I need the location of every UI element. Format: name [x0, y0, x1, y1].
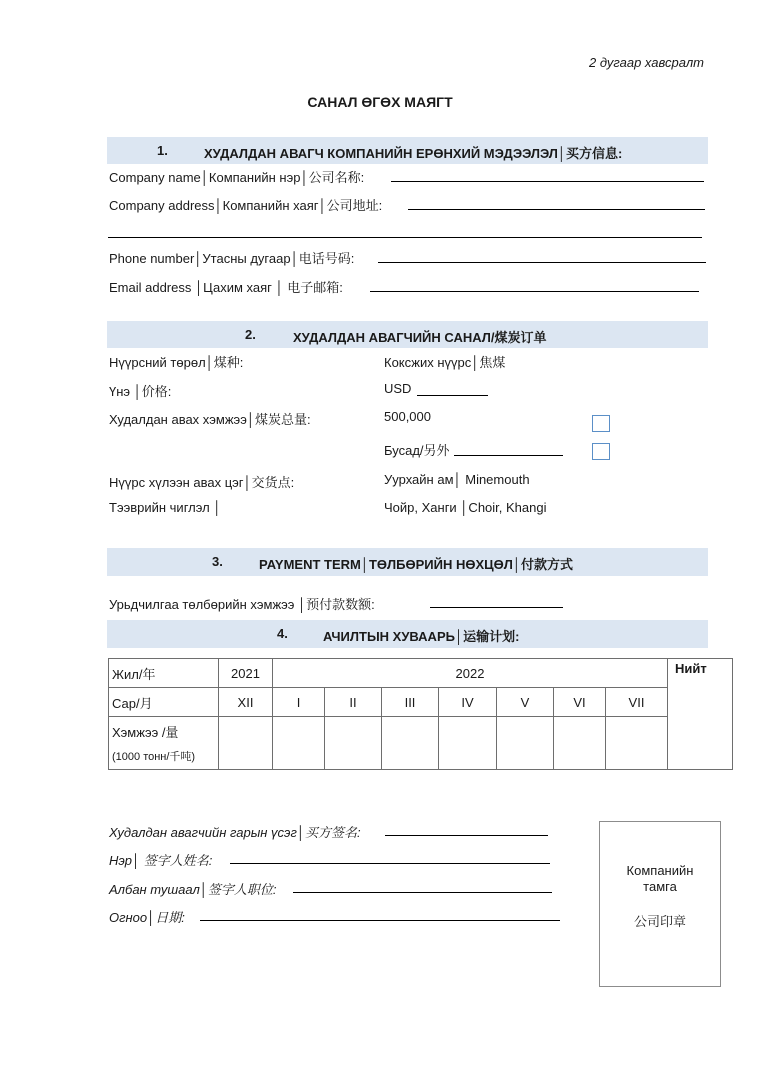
- volume-input-cell[interactable]: [273, 717, 325, 770]
- year-2021-cell: 2021: [219, 659, 273, 688]
- volume-unit: (1000 тонн/千吨): [112, 751, 196, 763]
- other-label: Бусад/另外: [384, 443, 450, 458]
- month-cell: II: [325, 688, 382, 717]
- volume-label-cell: [109, 717, 219, 770]
- signer-name-label: Нэр│ 签字人姓名:: [109, 853, 213, 868]
- page-title: САНАЛ ӨГӨХ МАЯГТ: [307, 94, 453, 110]
- volume-label: Хэмжээ /量: [112, 725, 179, 740]
- table-row-year: [109, 659, 733, 688]
- company-address-field-line2[interactable]: [108, 237, 702, 238]
- transport-value: Чойр, Ханги │Choir, Khangi: [384, 500, 547, 515]
- section-3-title: PAYMENT TERM│ТӨЛБӨРИЙН НӨХЦӨЛ│付款方式: [259, 557, 573, 572]
- month-cell: V: [497, 688, 554, 717]
- stamp-line-3: 公司印章: [633, 914, 686, 929]
- annex-label: 2 дугаар хавсралт: [588, 55, 704, 70]
- company-address-field[interactable]: [408, 209, 705, 210]
- section-4-number: 4.: [277, 626, 288, 641]
- quantity-checkbox[interactable]: [592, 415, 610, 432]
- signer-position-label: Албан тушаал│签字人职位:: [109, 882, 277, 897]
- buyer-signature-field[interactable]: [385, 835, 548, 836]
- advance-payment-field[interactable]: [430, 607, 563, 608]
- delivery-point-label: Нүүрс хүлээн авах цэг│交货点:: [109, 475, 295, 490]
- email-field[interactable]: [370, 291, 699, 292]
- section-4-title: АЧИЛТЫН ХУВААРЬ│运输计划:: [323, 629, 520, 644]
- quantity-label: Худалдан авах хэмжээ│煤炭总量:: [109, 412, 311, 427]
- signer-name-field[interactable]: [230, 863, 550, 864]
- volume-input-cell[interactable]: [606, 717, 668, 770]
- section-3-header: [107, 548, 708, 576]
- email-label: Email address │Цахим хаяг │ 电子邮箱:: [109, 280, 343, 295]
- year-2022-cell: 2022: [273, 659, 668, 688]
- phone-field[interactable]: [378, 262, 706, 263]
- month-cell: VII: [606, 688, 668, 717]
- shipment-schedule-table: [108, 658, 733, 770]
- section-1-number: 1.: [157, 143, 168, 158]
- advance-payment-label: Урьдчилгаа төлбөрийн хэмжээ │预付款数额:: [109, 597, 375, 612]
- company-name-label: Company name│Компанийн нэр│公司名称:: [109, 170, 365, 185]
- month-cell: IV: [439, 688, 497, 717]
- date-field[interactable]: [200, 920, 560, 921]
- volume-input-cell[interactable]: [219, 717, 273, 770]
- section-2-title: ХУДАЛДАН АВАГЧИЙН САНАЛ/煤炭订单: [293, 330, 547, 345]
- section-2-header: [107, 321, 708, 348]
- total-column-cell: Нийт: [668, 659, 733, 770]
- volume-input-cell[interactable]: [497, 717, 554, 770]
- company-name-field[interactable]: [391, 181, 704, 182]
- coal-type-label: Нүүрсний төрөл│煤种:: [109, 355, 244, 370]
- quantity-value: 500,000: [384, 409, 431, 424]
- price-currency: USD: [384, 381, 412, 396]
- month-cell: XII: [219, 688, 273, 717]
- delivery-point-value: Уурхайн ам│ Minemouth: [384, 472, 530, 487]
- buyer-signature-label: Худалдан авагчийн гарын үсэг│买方签名:: [109, 825, 361, 840]
- volume-input-cell[interactable]: [554, 717, 606, 770]
- section-4-header: [107, 620, 708, 648]
- month-cell: I: [273, 688, 325, 717]
- phone-label: Phone number│Утасны дугаар│电话号码:: [109, 251, 355, 266]
- date-label: Огноо│日期:: [109, 910, 185, 925]
- other-field[interactable]: [454, 455, 563, 456]
- volume-input-cell[interactable]: [325, 717, 382, 770]
- section-1-title: ХУДАЛДАН АВАГЧ КОМПАНИЙН ЕРӨНХИЙ МЭДЭЭЛЭЛ│买方信息:: [204, 146, 623, 161]
- section-2-number: 2.: [245, 327, 256, 342]
- month-cell: III: [382, 688, 439, 717]
- month-cell: VI: [554, 688, 606, 717]
- price-label: Үнэ │价格:: [109, 384, 172, 399]
- price-field[interactable]: [417, 395, 488, 396]
- signer-position-field[interactable]: [293, 892, 552, 893]
- table-row-volume: [109, 717, 733, 770]
- stamp-line-2: тамга: [643, 879, 677, 894]
- other-checkbox[interactable]: [592, 443, 610, 460]
- coal-type-value: Коксжих нүүрс│焦煤: [384, 355, 506, 370]
- transport-label: Тээврийн чиглэл │: [109, 500, 222, 515]
- volume-input-cell[interactable]: [439, 717, 497, 770]
- section-1-header: [107, 137, 708, 164]
- table-row-month: [109, 688, 733, 717]
- month-label-cell: Сар/月: [109, 688, 219, 717]
- volume-input-cell[interactable]: [382, 717, 439, 770]
- stamp-line-1: Компанийн: [626, 863, 694, 878]
- section-3-number: 3.: [212, 554, 223, 569]
- company-stamp-box: [599, 821, 721, 987]
- year-label-cell: Жил/年: [109, 659, 219, 688]
- company-address-label: Company address│Компанийн хаяг│公司地址:: [109, 198, 383, 213]
